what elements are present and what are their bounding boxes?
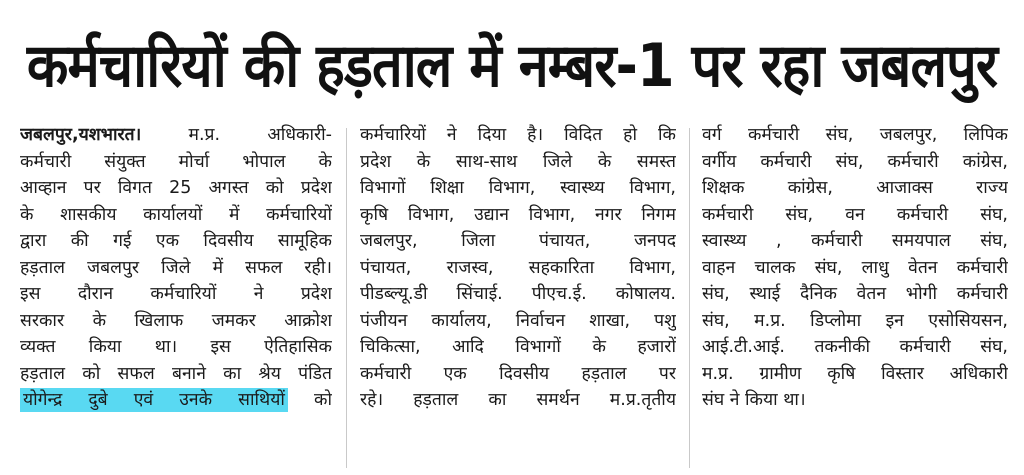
column-line: वाहन चालक संघ, लाधु वेतन कर्मचारी: [702, 257, 1008, 278]
column-line: पंजीयन कार्यालय, निर्वाचन शाखा, पशु: [360, 310, 676, 331]
column-line: संघ, म.प्र. डिप्लोमा इन एसोसियसन,: [702, 310, 1008, 331]
highlighted-line: [20, 387, 332, 414]
column-line: हड़ताल को सफल बनाने का श्रेय पंडित: [20, 363, 332, 384]
column-line: पंचायत, राजस्व, सहकारिता विभाग,: [360, 257, 676, 278]
column-line: कर्मचारी एक दिवसीय हड़ताल पर: [360, 363, 676, 384]
column-line: के शासकीय कार्यालयों में कर्मचारियों: [20, 204, 332, 225]
column-line: व्यक्त किया था। इस ऐतिहासिक: [20, 337, 332, 357]
column-line: शिक्षक कांग्रेस, आजाक्स राज्य: [702, 178, 1008, 198]
article-body: [0, 122, 1024, 475]
column-line: संघ ने किया था।: [702, 390, 806, 410]
highlighted-text: योगेन्द्र दुबे एवं उनके साथियों: [20, 388, 288, 412]
first-line: [20, 122, 332, 149]
column-line: कर्मचारी संघ, वन कर्मचारी संघ,: [702, 204, 1008, 225]
column-line: जबलपुर, जिला पंचायत, जनपद: [360, 231, 676, 251]
column-line: वर्गीय कर्मचारी संघ, कर्मचारी कांग्रेस,: [702, 151, 1008, 172]
column-line: संघ, स्थाई दैनिक वेतन भोगी कर्मचारी: [702, 284, 1008, 304]
article-column-2: [360, 122, 676, 475]
column-line: चिकित्सा, आदि विभागों के हजारों: [360, 337, 676, 357]
column-line: कृषि विभाग, उद्यान विभाग, नगर निगम: [360, 204, 676, 225]
column-line: म.प्र. ग्रामीण कृषि विस्तार अधिकारी: [702, 363, 1008, 384]
column-line: पीडब्ल्यू.डी सिंचाई. पीएच.ई. कोषालय.: [360, 284, 676, 304]
column-line: स्वास्थ्य , कर्मचारी समयपाल संघ,: [702, 231, 1008, 251]
column-line: कर्मचारी संयुक्त मोर्चा भोपाल के: [20, 151, 332, 172]
column-line: कर्मचारियों ने दिया है। विदित हो कि: [360, 125, 676, 145]
column-line-tail: को: [314, 390, 332, 410]
column-line: म.प्र. अधिकारी-: [188, 125, 332, 145]
column-line: वर्ग कर्मचारी संघ, जबलपुर, लिपिक: [702, 125, 1008, 145]
column-divider: [346, 128, 347, 468]
article-headline: कर्मचारियों की हड़ताल में नम्बर-1 पर रहा जबलपुर: [26, 31, 998, 101]
column-line: रहे। हड़ताल का समर्थन म.प्र.तृतीय: [360, 390, 676, 410]
column-line: हड़ताल जबलपुर जिले में सफल रही।: [20, 257, 332, 278]
column-divider: [689, 128, 690, 468]
article-column-3: [702, 122, 1008, 475]
column-line: आई.टी.आई. तकनीकी कर्मचारी संघ,: [702, 337, 1008, 357]
column-line: विभागों शिक्षा विभाग, स्वास्थ्य विभाग,: [360, 178, 676, 198]
headline-banner: [0, 0, 1024, 112]
article-column-1: [20, 122, 332, 475]
column-line: सरकार के खिलाफ जमकर आक्रोश: [20, 310, 332, 331]
column-line: द्वारा की गई एक दिवसीय सामूहिक: [20, 231, 332, 251]
dateline: जबलपुर,यशभारत।: [20, 125, 142, 145]
column-line: आव्हान पर विगत 25 अगस्त को प्रदेश: [20, 178, 332, 198]
column-line: प्रदेश के साथ-साथ जिले के समस्त: [360, 151, 676, 172]
column-line: इस दौरान कर्मचारियों ने प्रदेश: [20, 284, 332, 304]
